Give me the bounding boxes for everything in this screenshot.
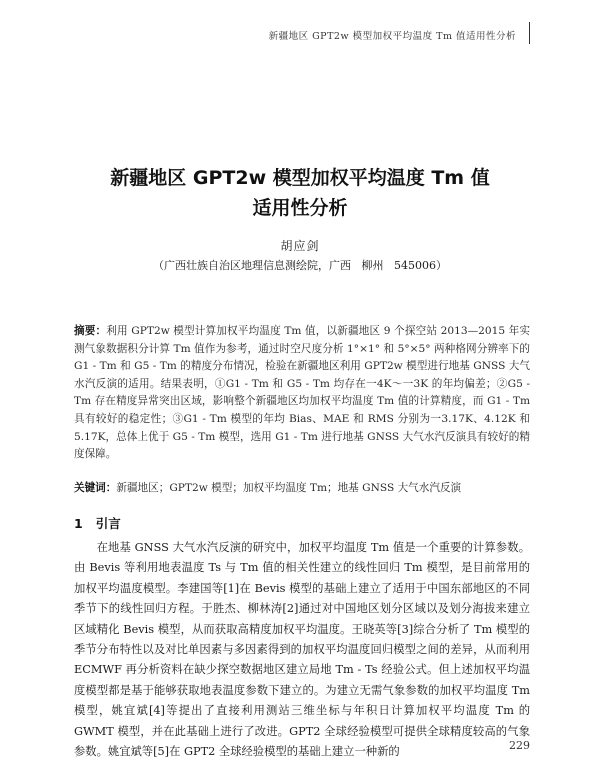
keywords (74, 480, 530, 497)
abstract-label: 摘要： (74, 325, 107, 337)
page-number: 229 (509, 739, 530, 752)
paper-title-line-2: 适用性分析 (252, 197, 348, 219)
keywords-label: 关键词： (74, 482, 117, 494)
author-affiliation: （广西壮族自治区地理信息测绘院，广西 柳州 545006） (153, 259, 447, 272)
section-heading (74, 514, 121, 532)
running-head: 新疆地区 GPT2w 模型加权平均温度 Tm 值适用性分析 (268, 31, 516, 42)
abstract-text: 利用 GPT2w 模型计算加权平均温度 Tm 值，以新疆地区 9 个探空站 2013—2015 年实测气象数据积分计算 Tm 值作为参考，通过时空尺度分析 1°×1° 和 5°×5° 两种格网分辨率下的 G1 - Tm 和 G5 - Tm 的精度分布情况，检验在新疆地区利用 GPT2w 模型进行地基 GNSS 大气水汽反演的适用。结果表明，①G1 - Tm 和 G5 - Tm 均存在一4K～一3K 的年均偏差；②G5 - Tm 存在精度异常突出区域，影响整个新疆地区均加权平均温度 Tm 值的计算精度，而 G1 - Tm 具有较好的稳定性；③G1 - Tm 模型的年均 Bias、MAE 和 RMS 分别为一3.17K、4.12K 和 5.17K，总体上优于 G5 - Tm 模型，选用 G1 - Tm 进行地基 GNSS 大气水汽反演具有较好的精度保障。 (74, 325, 530, 461)
abstract (74, 323, 530, 464)
keywords-text: 新疆地区；GPT2w 模型；加权平均温度 Tm；地基 GNSS 大气水汽反演 (116, 482, 462, 494)
section-number: 1 (74, 516, 83, 531)
body-paragraph: 在地基 GNSS 大气水汽反演的研究中，加权平均温度 Tm 值是一个重要的计算参数。由 Bevis 等利用地表温度 Ts 与 Tm 值的相关性建立的线性回归 Tm 模型，是目前常用的加权平均温度模型。李建国等[1]在 Bevis 模型的基础上建立了适用于中国东部地区的不同季节下的线性回归方程。于胜杰、柳林涛[2]通过对中国地区划分区域以及划分海拔来建立区域精化 Bevis 模型，从而获取高精度加权平均温度。王晓英等[3]综合分析了 Tm 模型的季节分布特性以及对比单因素与多因素得到的加权平均温度回归模型之间的差异，从而利用 ECMWF 再分析资料在缺少探空数据地区建立局地 Tm - Ts 经验公式。但上述加权平均温度模型都是基于能够获取地表温度参数下建立的。为建立无需气象参数的加权平均温度 Tm 模型，姚宜斌[4]等提出了直接利用测站三维坐标与年积日计算加权平均温度 Tm 的 GWMT 模型，并在此基础上进行了改进。GPT2 全球经验模型可提供全球精度较高的气象参数。姚宜斌等[5]在 GPT2 全球经验模型的基础上建立一种新的 (74, 541, 530, 759)
section-title: 引言 (95, 516, 121, 531)
author-name: 胡应剑 (280, 239, 320, 253)
paper-title-line-1: 新疆地区 GPT2w 模型加权平均温度 Tm 值 (110, 167, 490, 189)
running-head-rule (529, 22, 530, 44)
